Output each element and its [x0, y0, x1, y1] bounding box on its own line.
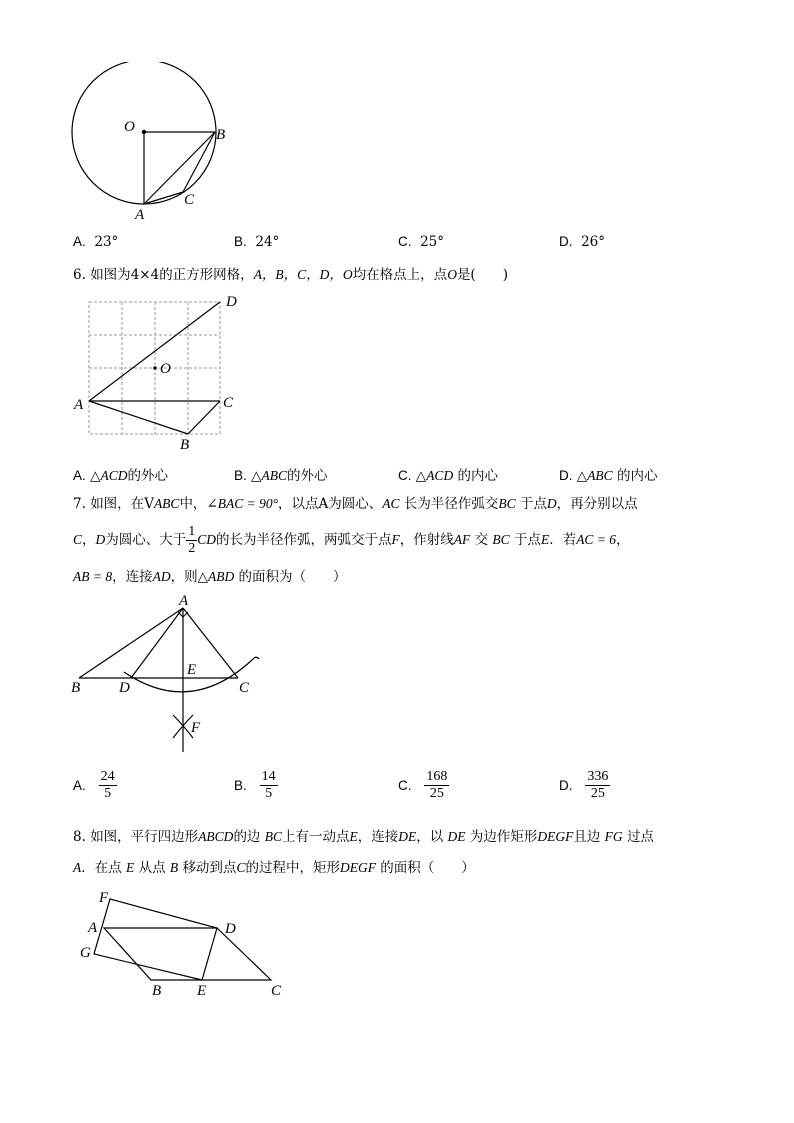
- option-letter: B.: [234, 468, 247, 483]
- segment-name: CD: [197, 532, 217, 547]
- option-letter: C.: [398, 778, 412, 793]
- stem-text: 如图为: [90, 267, 131, 283]
- center-point-o: [142, 130, 146, 134]
- stem-text: 且边: [573, 829, 601, 845]
- segment-name: BC: [492, 532, 510, 547]
- rectangle-degf: [94, 899, 217, 980]
- q8-parallelogram-figure: [72, 884, 292, 1004]
- stem-text: 过点: [626, 829, 654, 845]
- option-letter: B.: [234, 778, 247, 793]
- fraction-denominator: 25: [590, 786, 605, 801]
- stem-text: 于点: [519, 496, 547, 512]
- stem-text: ，以点A为圆心、: [278, 496, 383, 512]
- triangle-name: ABC: [261, 468, 287, 483]
- fraction-denominator: 2: [188, 541, 196, 556]
- stem-text: 的正方形网格，: [159, 267, 254, 283]
- label-b: B: [216, 127, 226, 143]
- q5-option-d: [559, 234, 605, 250]
- fraction-numerator: 24: [100, 769, 115, 784]
- question-number: 7.: [73, 496, 86, 512]
- option-fraction: [424, 769, 449, 802]
- q6-option-b: [234, 464, 327, 484]
- option-letter: C.: [398, 468, 412, 483]
- label-d: D: [226, 294, 237, 310]
- option-letter: D.: [559, 234, 573, 249]
- segment-name: DE: [447, 829, 466, 844]
- q7-stem-line-1: [73, 487, 638, 521]
- point-name: E: [349, 829, 358, 844]
- grid-size: 4×4: [130, 267, 160, 283]
- q5-option-a: [73, 234, 118, 250]
- stem-text: ，: [82, 532, 96, 548]
- triangle-name: ACD: [426, 468, 454, 483]
- fraction-half: [186, 524, 197, 557]
- stem-text: 如图，平行四边形: [90, 829, 199, 845]
- q5-circle-figure: [60, 62, 240, 232]
- stem-text: ，作射线: [399, 532, 454, 548]
- point-name: C: [236, 860, 246, 875]
- segment-ab: [79, 608, 183, 678]
- stem-text: ，再分别以点: [556, 496, 638, 512]
- stem-text: 的过程中，矩形: [245, 860, 340, 876]
- option-letter: B.: [234, 234, 247, 249]
- label-o: O: [160, 361, 171, 377]
- label-c: C: [239, 680, 250, 696]
- segment-ad: [131, 608, 183, 678]
- shape-name: ABCD: [198, 829, 234, 844]
- question-number: 8.: [73, 829, 86, 845]
- fraction-denominator: 25: [429, 786, 444, 801]
- stem-text: 的长为半径作弧，两弧交于点: [216, 532, 392, 548]
- stem-text: 中，: [179, 496, 207, 512]
- point-name: F: [391, 532, 400, 547]
- stem-text: 是( ): [456, 267, 508, 283]
- point-o: O: [447, 267, 457, 282]
- label-f: F: [99, 890, 109, 906]
- triangle-symbol: △: [90, 468, 101, 484]
- triangle-name: ACD: [100, 468, 128, 483]
- triangle-symbol: △: [197, 569, 208, 585]
- stem-text: ，连接: [357, 829, 399, 845]
- segment-name: BC: [498, 496, 516, 511]
- question-number: 6.: [73, 267, 86, 283]
- label-c: C: [184, 192, 195, 208]
- shape-name: DEGF: [537, 829, 574, 844]
- option-fraction: [585, 769, 610, 802]
- point-name: E: [126, 860, 135, 875]
- option-text: 23°: [94, 234, 119, 250]
- stem-text: ，以: [416, 829, 444, 845]
- stem-text: 的面积（ ）: [380, 860, 475, 876]
- segment-name: DE: [398, 829, 417, 844]
- q6-option-d: [559, 464, 657, 484]
- fraction-numerator: 168: [426, 769, 448, 784]
- label-a: A: [74, 397, 84, 413]
- angle-expr: ∠BAC = 90°: [206, 496, 279, 511]
- triangle-symbol: △: [415, 468, 427, 484]
- stem-text: 交: [474, 532, 489, 548]
- q6-option-c: [398, 464, 498, 484]
- equation: AC = 6: [576, 532, 617, 547]
- label-a: A: [88, 920, 98, 936]
- q8-stem-line-2: [73, 851, 475, 885]
- q5-option-c: [398, 234, 444, 250]
- stem-text: 上有一动点: [282, 829, 350, 845]
- stem-text: ，: [616, 532, 630, 548]
- fraction-numerator: 1: [188, 524, 196, 539]
- stem-text: 的边: [233, 829, 261, 845]
- triangle-name: ABD: [208, 569, 235, 584]
- label-c: C: [223, 395, 234, 411]
- label-d: D: [225, 921, 236, 937]
- point-name: D: [546, 496, 557, 511]
- option-letter: D.: [559, 468, 573, 483]
- stem-text: 如图，在: [90, 496, 145, 512]
- ray-name: AF: [453, 532, 471, 547]
- label-g: G: [80, 945, 91, 961]
- option-letter: D.: [559, 778, 573, 793]
- option-text: 25°: [420, 234, 445, 250]
- q7-option-b: [234, 769, 278, 802]
- triangle-symbol: △: [251, 468, 262, 484]
- label-d: D: [119, 680, 130, 696]
- option-letter: A.: [73, 234, 86, 249]
- parallelogram-abcd: [104, 928, 271, 980]
- triangle-name: ABC: [587, 468, 613, 483]
- stem-text: ．在点: [81, 860, 122, 876]
- point-name: B: [169, 860, 179, 875]
- stem-text: 的面积为（ ）: [238, 569, 347, 585]
- q8-stem-line-1: [73, 820, 654, 854]
- option-letter: C.: [398, 234, 412, 249]
- segment-ab: [89, 401, 188, 434]
- label-a: A: [179, 593, 189, 609]
- option-text: 的外心: [127, 468, 168, 484]
- segment-cb: [183, 132, 215, 192]
- segment-name: BC: [264, 829, 282, 844]
- equation: AB = 8: [73, 569, 113, 584]
- q7-construction-figure: [66, 590, 276, 760]
- segment-ad: [89, 302, 220, 401]
- option-letter: A.: [73, 778, 86, 793]
- point-o-dot: [153, 366, 157, 370]
- point-name: D: [95, 532, 106, 547]
- option-text: 的内心: [453, 468, 498, 484]
- stem-text: 为边作矩形: [469, 829, 538, 845]
- fraction-numerator: 14: [261, 769, 276, 784]
- point-name: C: [73, 532, 83, 547]
- option-fraction: [260, 769, 278, 802]
- stem-text: ．若: [549, 532, 577, 548]
- q7-stem-line-3: [73, 560, 347, 594]
- option-text: 的外心: [286, 468, 328, 484]
- segment-name: AD: [152, 569, 171, 584]
- option-text: 的内心: [612, 468, 658, 484]
- option-text: 24°: [255, 234, 280, 250]
- point-list: A，B，C，D，O: [253, 267, 353, 282]
- triangle-symbol: △: [576, 468, 588, 484]
- shape-name: DEGF: [339, 860, 376, 875]
- label-b: B: [180, 437, 190, 452]
- label-c: C: [271, 983, 282, 999]
- q7-stem-line-2: [73, 521, 630, 559]
- q7-option-a: [73, 769, 117, 802]
- label-e: E: [197, 983, 207, 999]
- segment-name: AC: [382, 496, 400, 511]
- label-b: B: [71, 680, 81, 696]
- stem-text: ，则: [170, 569, 198, 585]
- stem-text: ，连接: [112, 569, 153, 585]
- label-b: B: [152, 983, 162, 999]
- stem-text: 长为半径作弧交: [403, 496, 499, 512]
- segment-bc: [188, 401, 220, 434]
- point-name: A: [73, 860, 82, 875]
- segment-name: FG: [604, 829, 623, 844]
- option-fraction: [99, 769, 117, 802]
- label-o: O: [124, 119, 135, 135]
- triangle-symbol: V: [144, 496, 154, 512]
- option-letter: A.: [73, 468, 86, 483]
- q7-option-c: [398, 769, 449, 802]
- triangle-name: ABC: [153, 496, 180, 511]
- q6-grid-figure: [70, 292, 250, 452]
- stem-text: 为圆心、大于: [105, 532, 187, 548]
- stem-text: 移动到点: [182, 860, 237, 876]
- fraction-numerator: 336: [587, 769, 609, 784]
- stem-text: 均在格点上，点: [352, 267, 448, 283]
- label-a: A: [135, 207, 145, 223]
- q5-option-b: [234, 234, 279, 250]
- fraction-denominator: 5: [265, 786, 273, 801]
- label-f: F: [191, 720, 201, 736]
- q6-option-a: [73, 464, 168, 484]
- q7-option-d: [559, 769, 610, 802]
- stem-text: 于点: [513, 532, 541, 548]
- q6-stem: [73, 258, 508, 292]
- stem-text: 从点: [138, 860, 166, 876]
- label-e: E: [187, 662, 197, 678]
- point-name: E: [540, 532, 550, 547]
- option-text: 26°: [581, 234, 606, 250]
- fraction-denominator: 5: [104, 786, 112, 801]
